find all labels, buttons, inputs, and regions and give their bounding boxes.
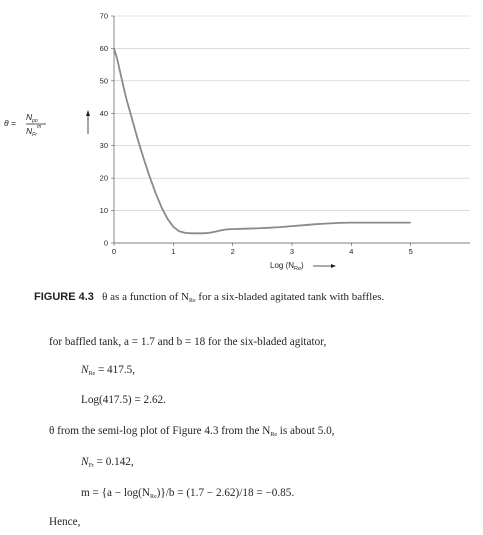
y-tick-label: 30: [99, 141, 108, 151]
x-tick-label: 0: [111, 247, 117, 256]
y-tick-label: 60: [99, 43, 108, 53]
x-tick-label: 4: [349, 247, 354, 256]
paragraph-theta: θ from the semi-log plot of Figure 4.3 from the $N_{Re}$ is about 5.0,: [49, 425, 335, 438]
series-line: [114, 48, 411, 233]
y-tick-label: 10: [99, 206, 108, 216]
x-tick-label: 3: [289, 247, 295, 256]
paragraph-hence: Hence,: [49, 516, 81, 528]
x-axis-label: [270, 261, 336, 272]
y-tick-label: 50: [99, 76, 108, 86]
paragraph-baffled-tank: for baffled tank, a = 1.7 and b = 18 for the six-bladed agitator,: [49, 336, 327, 348]
y-tick-label: 40: [99, 108, 108, 118]
svg-text:NFr: $N_{Fr}$: [26, 126, 37, 138]
x-axis-arrowhead-icon: [331, 264, 336, 268]
y-tick-label: 20: [99, 173, 108, 183]
svg-text:θ =: θ =: [4, 118, 16, 128]
y-axis-label: [4, 104, 114, 144]
x-axis-ticks: [112, 243, 413, 256]
chart-series: [114, 48, 411, 233]
equation-nre: $N_{Re} = 417.5$,: [81, 364, 136, 377]
equation-nfr: $N_{Fr} = 0.142$,: [81, 456, 134, 469]
x-tick-label: 5: [408, 247, 413, 256]
figure-caption: FIGURE 4.3 θ as a function of $N_{Re}$ for a six-bladed agitated tank with baffles.: [34, 291, 385, 304]
svg-text:Npo: $N_{po}$: [26, 112, 38, 124]
figure-label: FIGURE 4.3: [34, 291, 94, 303]
equation-log: Log(417.5) = 2.62.: [81, 394, 166, 406]
chart-grid: [114, 16, 470, 211]
x-tick-label: 2: [230, 247, 235, 256]
y-tick-label: 0: [103, 238, 108, 248]
chart-frame: [114, 16, 470, 243]
y-axis-arrowhead-icon: [86, 110, 90, 116]
svg-text:m: m: [37, 124, 42, 130]
x-tick-label: 1: [171, 247, 176, 256]
svg-text:Log (NRe): Log $(N_{Re})$: [270, 261, 304, 272]
equation-m: $m = \{a - \log(N_{Re})\}/b = (1.7 - 2.62)/18 = -0.85$.: [81, 487, 295, 500]
y-tick-label: 70: [99, 11, 108, 21]
